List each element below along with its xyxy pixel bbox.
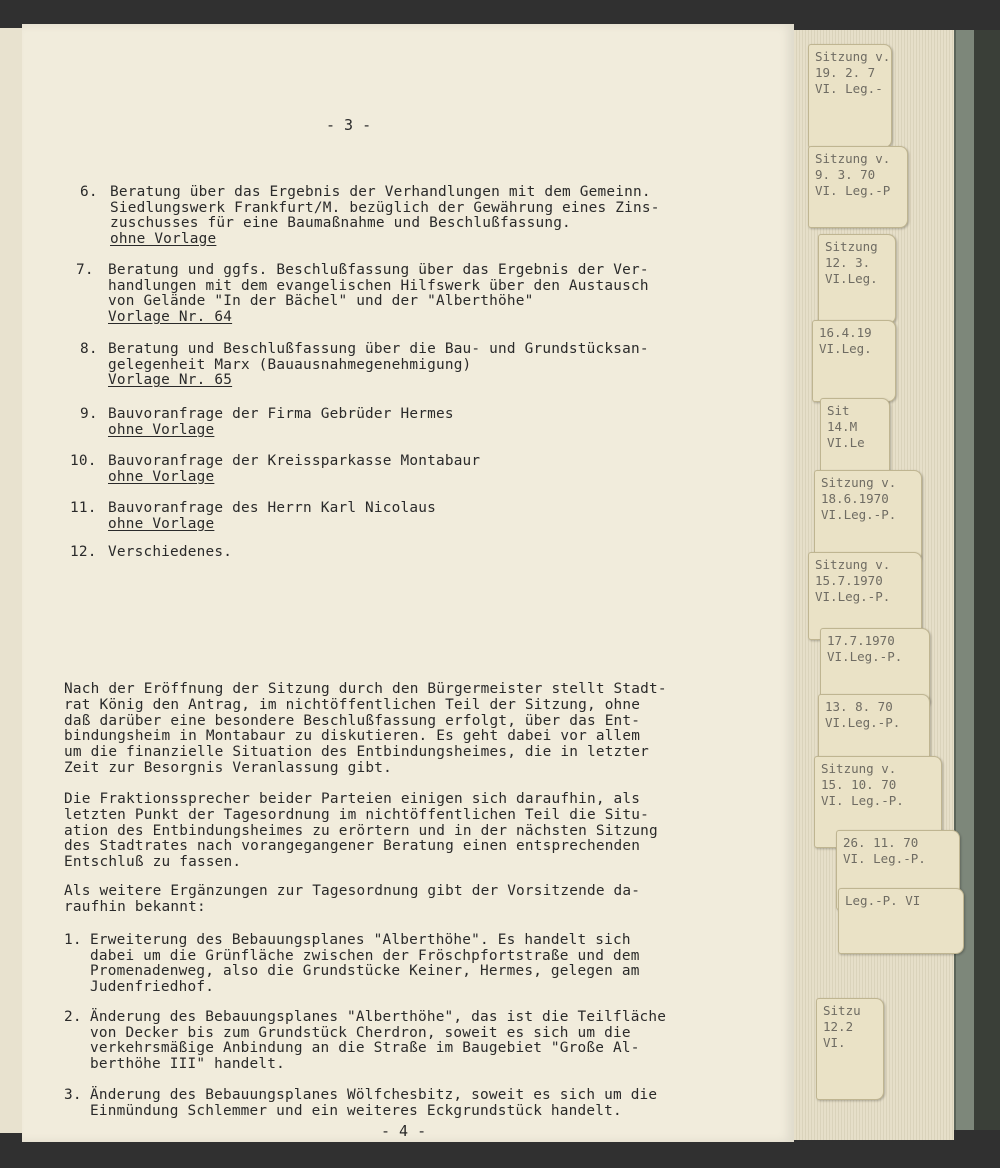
paragraph-line: Zeit zur Besorgnis Veranlassung gibt. <box>64 760 392 776</box>
agenda-item-number: 9. <box>80 406 98 422</box>
index-tab[interactable]: Sit 14.M VI.Le <box>820 398 890 478</box>
agenda-item-number: 8. <box>80 341 98 357</box>
addition-item-line: Änderung des Bebauungsplanes "Alberthöhe", das ist die Teilfläche <box>90 1009 667 1025</box>
agenda-item-number: 10. <box>70 453 97 469</box>
page-number-bottom: - 4 - <box>381 1122 427 1140</box>
addition-item-line: dabei um die Grünfläche zwischen der Fröschpfortstraße und dem <box>90 947 640 964</box>
paragraph-line: daß darüber eine besondere Beschlußfassung erfolgt, über das Ent- <box>64 712 641 729</box>
agenda-item-line: gelegenheit Marx (Bauausnahmegenehmigung) <box>108 356 472 373</box>
agenda-item-number: 7. <box>76 262 94 278</box>
agenda-item-line: Beratung und ggfs. Beschlußfassung über das Ergebnis der Ver- <box>108 262 649 278</box>
index-tab[interactable]: 17.7.1970 VI.Leg.-P. <box>820 628 930 708</box>
agenda-item-line: von Gelände "In der Bächel" und der "Alberthöhe" <box>108 293 534 310</box>
addition-item-number: 2. <box>64 1009 82 1025</box>
addition-item-line: Änderung des Bebauungsplanes Wölfchesbitz, soweit es sich um die <box>90 1087 658 1103</box>
page-number-top: - 3 - <box>326 116 372 134</box>
paragraph-line: um die finanzielle Situation des Entbindungsheimes, die in letzter <box>64 744 650 761</box>
paragraph-line: Als weitere Ergänzungen zur Tagesordnung gibt der Vorsitzende da- <box>64 883 641 899</box>
addition-item-line: Promenadenweg, also die Grundstücke Keiner, Hermes, gelegen am <box>90 963 640 980</box>
agenda-item-vorlage: ohne Vorlage <box>110 230 217 247</box>
binder-cover-spine <box>954 30 976 1130</box>
binder-cover-edge <box>974 30 1000 1130</box>
paragraph-line: des Stadtrates nach vorangegangener Beratung einen entsprechenden <box>64 838 641 855</box>
paragraph-line: Nach der Eröffnung der Sitzung durch den Bürgermeister stellt Stadt- <box>64 681 667 697</box>
agenda-item-number: 11. <box>70 500 97 516</box>
addition-item-line: Einmündung Schlemmer und ein weiteres Eckgrundstück handelt. <box>90 1102 622 1119</box>
agenda-item-line: Siedlungswerk Frankfurt/M. bezüglich der Gewährung eines Zins- <box>110 199 660 216</box>
addition-item-line: Erweiterung des Bebauungsplanes "Alberthöhe". Es handelt sich <box>90 932 631 948</box>
previous-page-edge <box>0 28 23 1133</box>
index-tab[interactable]: Leg.-P. VI <box>838 888 964 954</box>
agenda-item-vorlage: ohne Vorlage <box>108 421 215 438</box>
index-tab[interactable]: Sitzung v. 15.7.1970 VI.Leg.-P. <box>808 552 922 640</box>
paragraph-line: Die Fraktionssprecher beider Parteien einigen sich daraufhin, als <box>64 791 641 807</box>
addition-item-line: berthöhe III" handelt. <box>90 1055 286 1072</box>
index-tab[interactable]: Sitzung v. 19. 2. 7 VI. Leg.- <box>808 44 892 148</box>
agenda-item-vorlage: ohne Vorlage <box>108 515 215 532</box>
index-tab[interactable]: Sitzu 12.2 VI. <box>816 998 884 1100</box>
paragraph-line: Entschluß zu fassen. <box>64 854 242 871</box>
index-tab[interactable]: 13. 8. 70 VI.Leg.-P. <box>818 694 930 770</box>
index-tab[interactable]: 26. 11. 70 VI. Leg.-P. <box>836 830 960 910</box>
addition-item-line: von Decker bis zum Grundstück Cherdron, soweit es sich um die <box>90 1024 631 1041</box>
agenda-item-line: Beratung über das Ergebnis der Verhandlungen mit dem Gemeinn. <box>110 184 651 200</box>
agenda-item-line: zuschusses für eine Baumaßnahme und Beschlußfassung. <box>110 215 571 232</box>
paragraph-line: ation des Entbindungsheimes zu erörtern und in der nächsten Sitzung <box>64 822 658 839</box>
agenda-item-line: Beratung und Beschlußfassung über die Bau- und Grundstücksan- <box>108 341 649 357</box>
addition-item-line: Judenfriedhof. <box>90 978 215 995</box>
agenda-item-line: Verschiedenes. <box>108 544 233 560</box>
agenda-item-line: Bauvoranfrage der Kreissparkasse Montabaur <box>108 453 481 469</box>
paragraph-line: raufhin bekannt: <box>64 898 206 915</box>
paragraph-line: rat König den Antrag, im nichtöffentlichen Teil der Sitzung, ohne <box>64 696 641 713</box>
addition-item-number: 1. <box>64 932 82 948</box>
agenda-item-number: 12. <box>70 544 97 560</box>
agenda-item-vorlage: ohne Vorlage <box>108 468 215 485</box>
agenda-item-number: 6. <box>80 184 98 200</box>
agenda-item-vorlage: Vorlage Nr. 64 <box>108 308 233 325</box>
paragraph-line: letzten Punkt der Tagesordnung im nichtöffentlichen Teil die Situ- <box>64 806 650 823</box>
index-tab[interactable]: Sitzung v. 15. 10. 70 VI. Leg.-P. <box>814 756 942 848</box>
agenda-item-vorlage: Vorlage Nr. 65 <box>108 372 233 389</box>
paragraph-line: bindungsheim in Montabaur zu diskutieren. Es geht dabei vor allem <box>64 728 641 745</box>
index-tab[interactable]: Sitzung 12. 3. VI.Leg. <box>818 234 896 324</box>
agenda-item-line: handlungen mit dem evangelischen Hilfswerk über den Austausch <box>108 277 649 294</box>
index-tab[interactable]: 16.4.19 VI.Leg. <box>812 320 896 402</box>
addition-item-number: 3. <box>64 1087 82 1103</box>
agenda-item-line: Bauvoranfrage des Herrn Karl Nicolaus <box>108 500 436 516</box>
agenda-item-line: Bauvoranfrage der Firma Gebrüder Hermes <box>108 406 454 422</box>
addition-item-line: verkehrsmäßige Anbindung an die Straße im Baugebiet "Große Al- <box>90 1040 640 1057</box>
index-tab[interactable]: Sitzung v. 9. 3. 70 VI. Leg.-P <box>808 146 908 228</box>
index-tab[interactable]: Sitzung v. 18.6.1970 VI.Leg.-P. <box>814 470 922 562</box>
